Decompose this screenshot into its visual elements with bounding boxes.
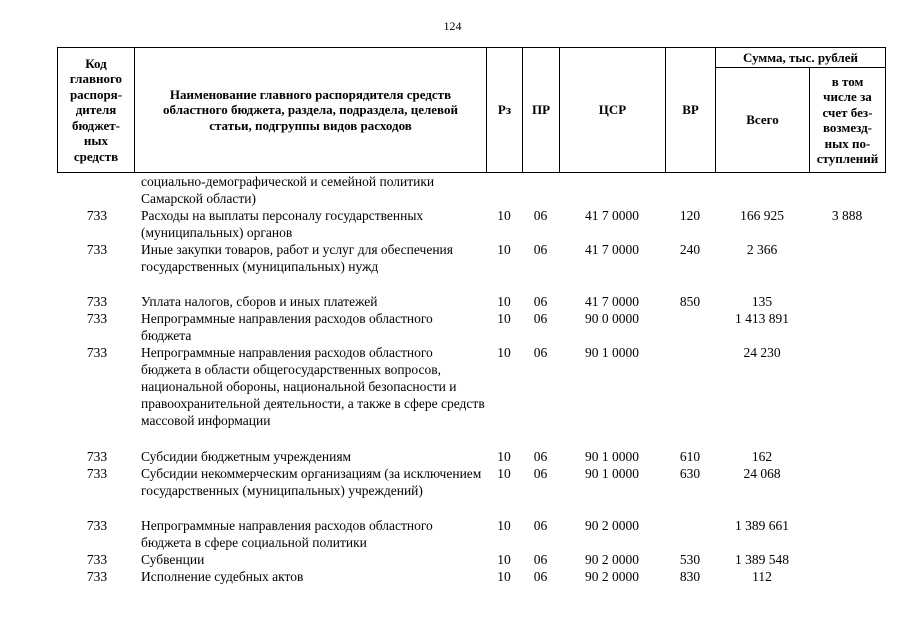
row-csr: 41 7 0000 xyxy=(585,294,639,309)
row-total: 1 389 661 xyxy=(735,518,789,533)
row-vr: 830 xyxy=(679,569,701,584)
header-pr: ПР xyxy=(523,48,560,173)
row-vr: 530 xyxy=(679,552,701,567)
header-rz: Рз xyxy=(487,48,523,173)
row-name: Исполнение судебных актов xyxy=(141,569,304,584)
row-name: Непрограммные направления расходов областного бюджета в области общегосударственных вопросов, национальной обороны, национальной безопасности и правоохранительной деятельности, а также в сфере средств массовой информации xyxy=(141,345,485,428)
row-total: 166 925 xyxy=(740,208,784,223)
header-code: Код главного распоря-дителя бюджет-ных средств xyxy=(58,48,135,173)
row-total: 24 068 xyxy=(743,466,781,481)
row-csr: 90 2 0000 xyxy=(585,518,639,533)
row-csr: 90 0 0000 xyxy=(585,311,639,326)
row-code: 733 xyxy=(86,466,108,481)
row-csr: 41 7 0000 xyxy=(585,208,639,223)
row-csr: 90 1 0000 xyxy=(585,449,639,464)
row-name: Иные закупки товаров, работ и услуг для обеспечения государственных (муниципальных) нужд xyxy=(141,242,453,274)
row-rz: 10 xyxy=(497,449,511,464)
row-total: 1 413 891 xyxy=(735,311,789,326)
row-name: Расходы на выплаты персоналу государственных (муниципальных) органов xyxy=(141,208,424,240)
row-name: Непрограммные направления расходов областного бюджета xyxy=(141,311,433,343)
row-code: 733 xyxy=(86,242,108,257)
row-code: 733 xyxy=(86,208,108,223)
row-csr: 90 1 0000 xyxy=(585,345,639,360)
row-rz: 10 xyxy=(497,569,511,584)
row-total: 135 xyxy=(751,294,773,309)
row-name: Уплата налогов, сборов и иных платежей xyxy=(141,294,378,309)
row-code: 733 xyxy=(86,569,108,584)
row-name: Непрограммные направления расходов областного бюджета в сфере социальной политики xyxy=(141,518,433,550)
row-pr: 06 xyxy=(533,449,548,464)
row-rz: 10 xyxy=(497,294,511,309)
row-name: Субсидии бюджетным учреждениям xyxy=(141,449,352,464)
header-total: Всего xyxy=(716,68,810,173)
row-gratuitous: 3 888 xyxy=(831,208,863,223)
row-vr: 240 xyxy=(679,242,701,257)
row-csr: 90 2 0000 xyxy=(585,552,639,567)
row-vr: 120 xyxy=(679,208,701,223)
header-csr: ЦСР xyxy=(560,48,666,173)
row-rz: 10 xyxy=(497,518,511,533)
row-pr: 06 xyxy=(533,294,548,309)
header-vr: ВР xyxy=(666,48,716,173)
table-header xyxy=(57,47,886,173)
page-number: 124 xyxy=(443,19,462,33)
header-sum: Сумма, тыс. рублей xyxy=(716,48,886,68)
row-pr: 06 xyxy=(533,518,548,533)
row-rz: 10 xyxy=(497,208,511,223)
row-csr: 90 1 0000 xyxy=(585,466,639,481)
row-vr: 630 xyxy=(679,466,701,481)
header-gratuitous: в том числе за счет без-возмезд-ных по-ступлений xyxy=(810,68,886,173)
header-name: Наименование главного распорядителя средств областного бюджета, раздела, подраздела, целевой статьи, подгруппы видов расходов xyxy=(135,48,487,173)
row-code: 733 xyxy=(86,311,108,326)
row-pr: 06 xyxy=(533,552,548,567)
row-pr: 06 xyxy=(533,466,548,481)
row-code: 733 xyxy=(86,294,108,309)
row-pr: 06 xyxy=(533,208,548,223)
row-csr: 90 2 0000 xyxy=(585,569,639,584)
row-code: 733 xyxy=(86,345,108,360)
row-vr: 850 xyxy=(679,294,701,309)
row-rz: 10 xyxy=(497,552,511,567)
row-rz: 10 xyxy=(497,345,511,360)
row-pr: 06 xyxy=(533,345,548,360)
row-total: 1 389 548 xyxy=(735,552,789,567)
row-rz: 10 xyxy=(497,311,511,326)
row-pr: 06 xyxy=(533,311,548,326)
row-code: 733 xyxy=(86,449,108,464)
row-pr: 06 xyxy=(533,569,548,584)
row-code: 733 xyxy=(86,518,108,533)
row-pr: 06 xyxy=(533,242,548,257)
row-vr: 610 xyxy=(679,449,701,464)
row-name: социально-демографической и семейной политики Самарской области) xyxy=(141,174,435,206)
row-total: 2 366 xyxy=(746,242,778,257)
row-name: Субвенции xyxy=(141,552,205,567)
row-name: Субсидии некоммерческим организациям (за исключением государственных (муниципальных) учреждений) xyxy=(141,466,482,498)
row-csr: 41 7 0000 xyxy=(585,242,639,257)
row-total: 112 xyxy=(752,569,772,584)
row-total: 24 230 xyxy=(743,345,781,360)
row-total: 162 xyxy=(751,449,773,464)
row-code: 733 xyxy=(86,552,108,567)
row-rz: 10 xyxy=(497,242,511,257)
row-rz: 10 xyxy=(497,466,511,481)
